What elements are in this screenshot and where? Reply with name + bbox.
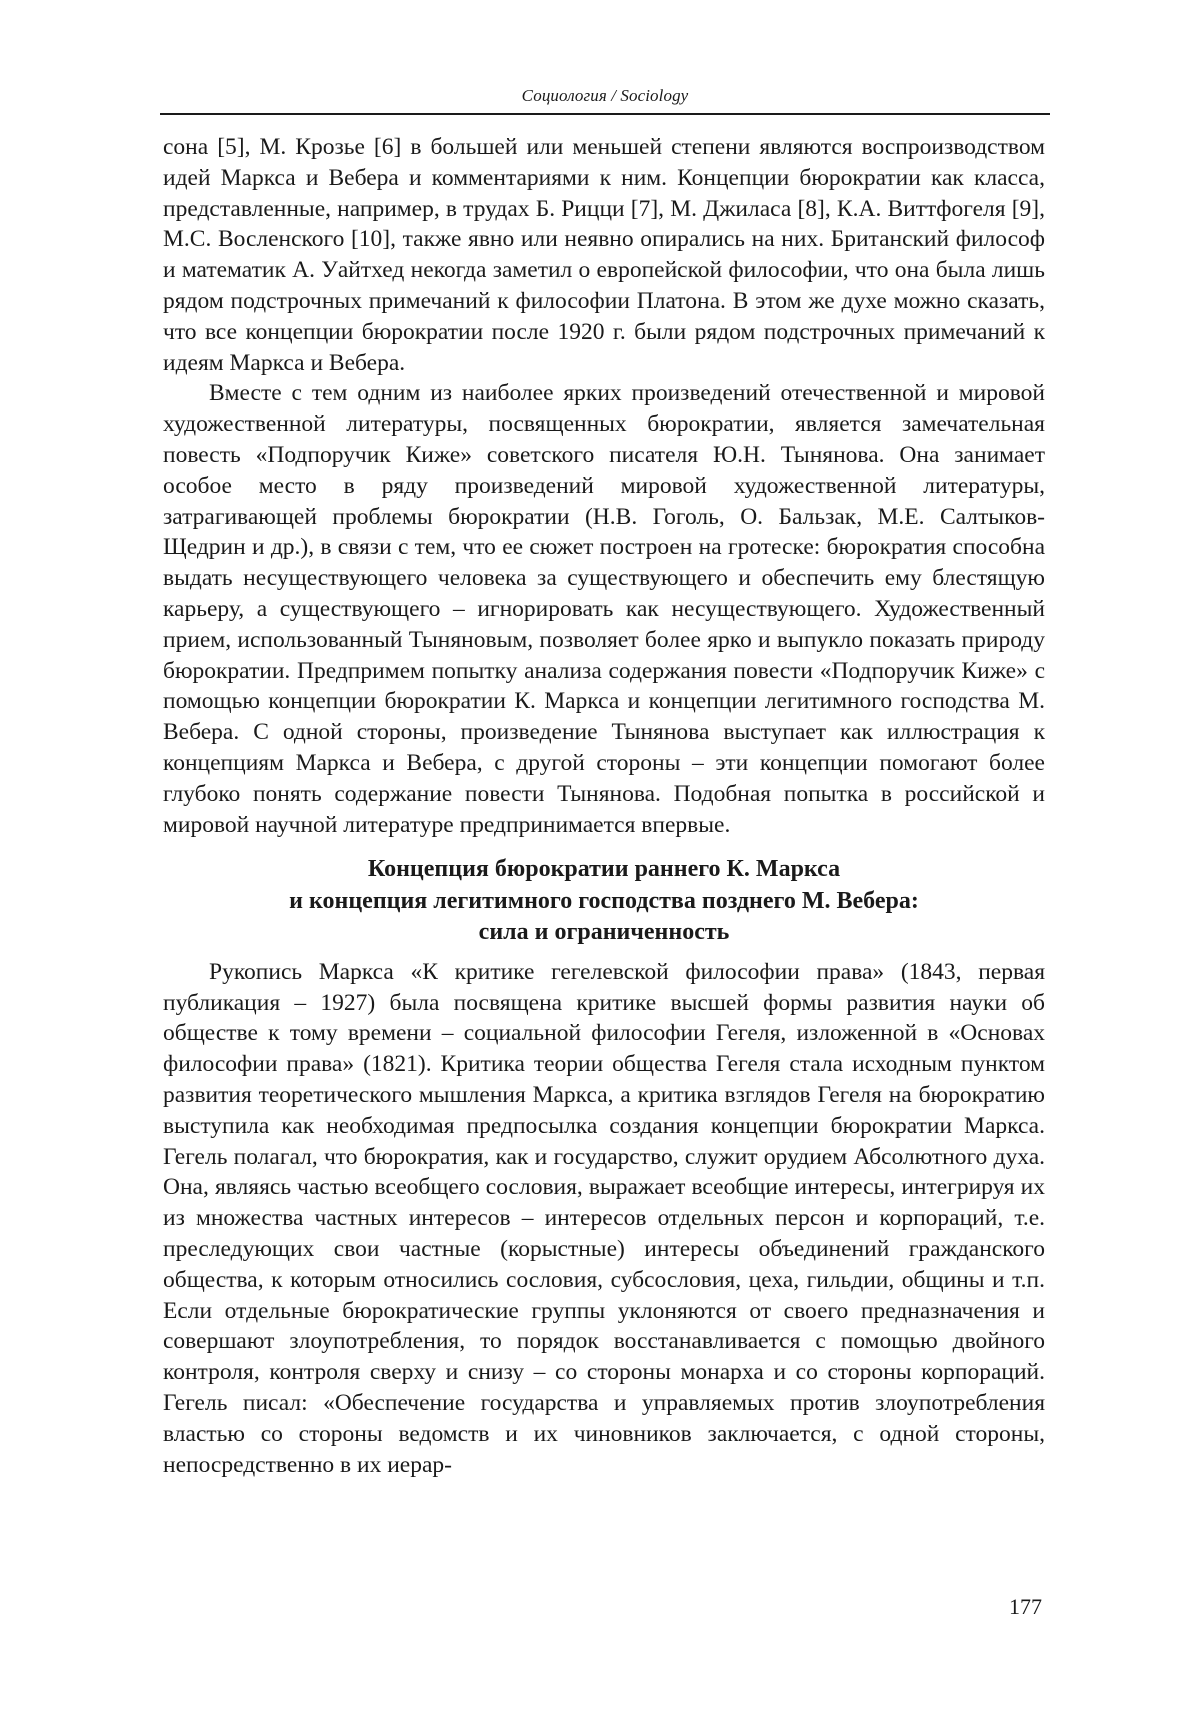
running-title: Социология / Sociology [521,86,689,105]
article-body [163,132,1045,1480]
header-rule [160,113,1050,115]
section-heading-line-1: Концепция бюрократии раннего К. Маркса [367,856,841,883]
section-heading-line-3: сила и ограниченность [478,919,730,946]
paragraph-hegel: Рукопись Маркса «К критике гегелевской философии права» (1843, первая публикация – 1927) была посвящена критике высшей формы развития науки об обществе к тому времени – социальной философии Гегеля, изложенной в «Основах философии права» (1821). Критика теории общества Гегеля стала исходным пунктом развития теоретического мышления Маркса, а критика взглядов Гегеля на бюрократию выступила как необходимая предпосылка создания концепции бюрократии Маркса. Гегель полагал, что бюрократия, как и государство, служит орудием Абсолютного духа. Она, являясь частью всеобщего сословия, выражает всеобщие интересы, интегрируя их из множества частных интересов – интересов отдельных персон и корпораций, т.е. преследующих свои частные (корыстные) интересы объединений гражданского общества, к которым относились сословия, субсословия, цеха, гильдии, общины и т.п. Если отдельные бюрократические группы уклоняются от своего предназначения и совершают злоупотребления, то порядок восстанавливается с помощью двойного контроля, контроля сверху и снизу – со стороны монарха и со стороны корпораций. Гегель писал: «Обеспечение государства и управляемых против злоупотребления властью со стороны ведомств и их чиновников заключается, с одной стороны, непосредственно в их иерар- [163,958,1045,1478]
paragraph-continued: сона [5], М. Крозье [6] в большей или меньшей степени являются воспроизводством идей Маркса и Вебера и комментариями к ним. Концепции бюрократии как класса, представленные, например, в трудах Б. Рицци [7], М. Джиласа [8], К.А. Виттфогеля [9], М.С. Восленского [10], также явно или неявно опирались на них. Британский философ и математик А. Уайтхед некогда заметил о европейской философии, что она была лишь рядом подстрочных примечаний к философии Платона. В этом же духе можно сказать, что все концепции бюрократии после 1920 г. были рядом подстрочных примечаний к идеям Маркса и Вебера. [163,134,1045,376]
section-heading-line-2: и концепция легитимного господства позднего М. Вебера: [289,887,919,914]
page-number: 177 [1009,1594,1042,1619]
paragraph-kizhe: Вместе с тем одним из наиболее ярких произведений отечественной и мировой художественной литературы, посвященных бюрократии, является замечательная повесть «Подпоручик Киже» советского писателя Ю.Н. Тынянова. Она занимает особое место в ряду произведений мировой художественной литературы, затрагивающей проблемы бюрократии (Н.В. Гоголь, О. Бальзак, М.Е. Салтыков-Щедрин и др.), в связи с тем, что ее сюжет построен на гротеске: бюрократия способна выдать несуществующего человека за существующего и обеспечить ему блестящую карьеру, а существующего – игнорировать как несуществующего. Художественный прием, использованный Тыняновым, позволяет более ярко и выпукло показать природу бюрократии. Предпримем попытку анализа содержания повести «Подпоручик Киже» с помощью концепции бюрократии К. Маркса и концепции легитимного господства М. Вебера. С одной стороны, произведение Тынянова выступает как иллюстрация к концепциям Маркса и Вебера, с другой стороны – эти концепции помогают более глубоко понять содержание повести Тынянова. Подобная попытка в российской и мировой научной литературе предпринимается впервые. [163,380,1045,838]
section-heading [163,854,1045,949]
